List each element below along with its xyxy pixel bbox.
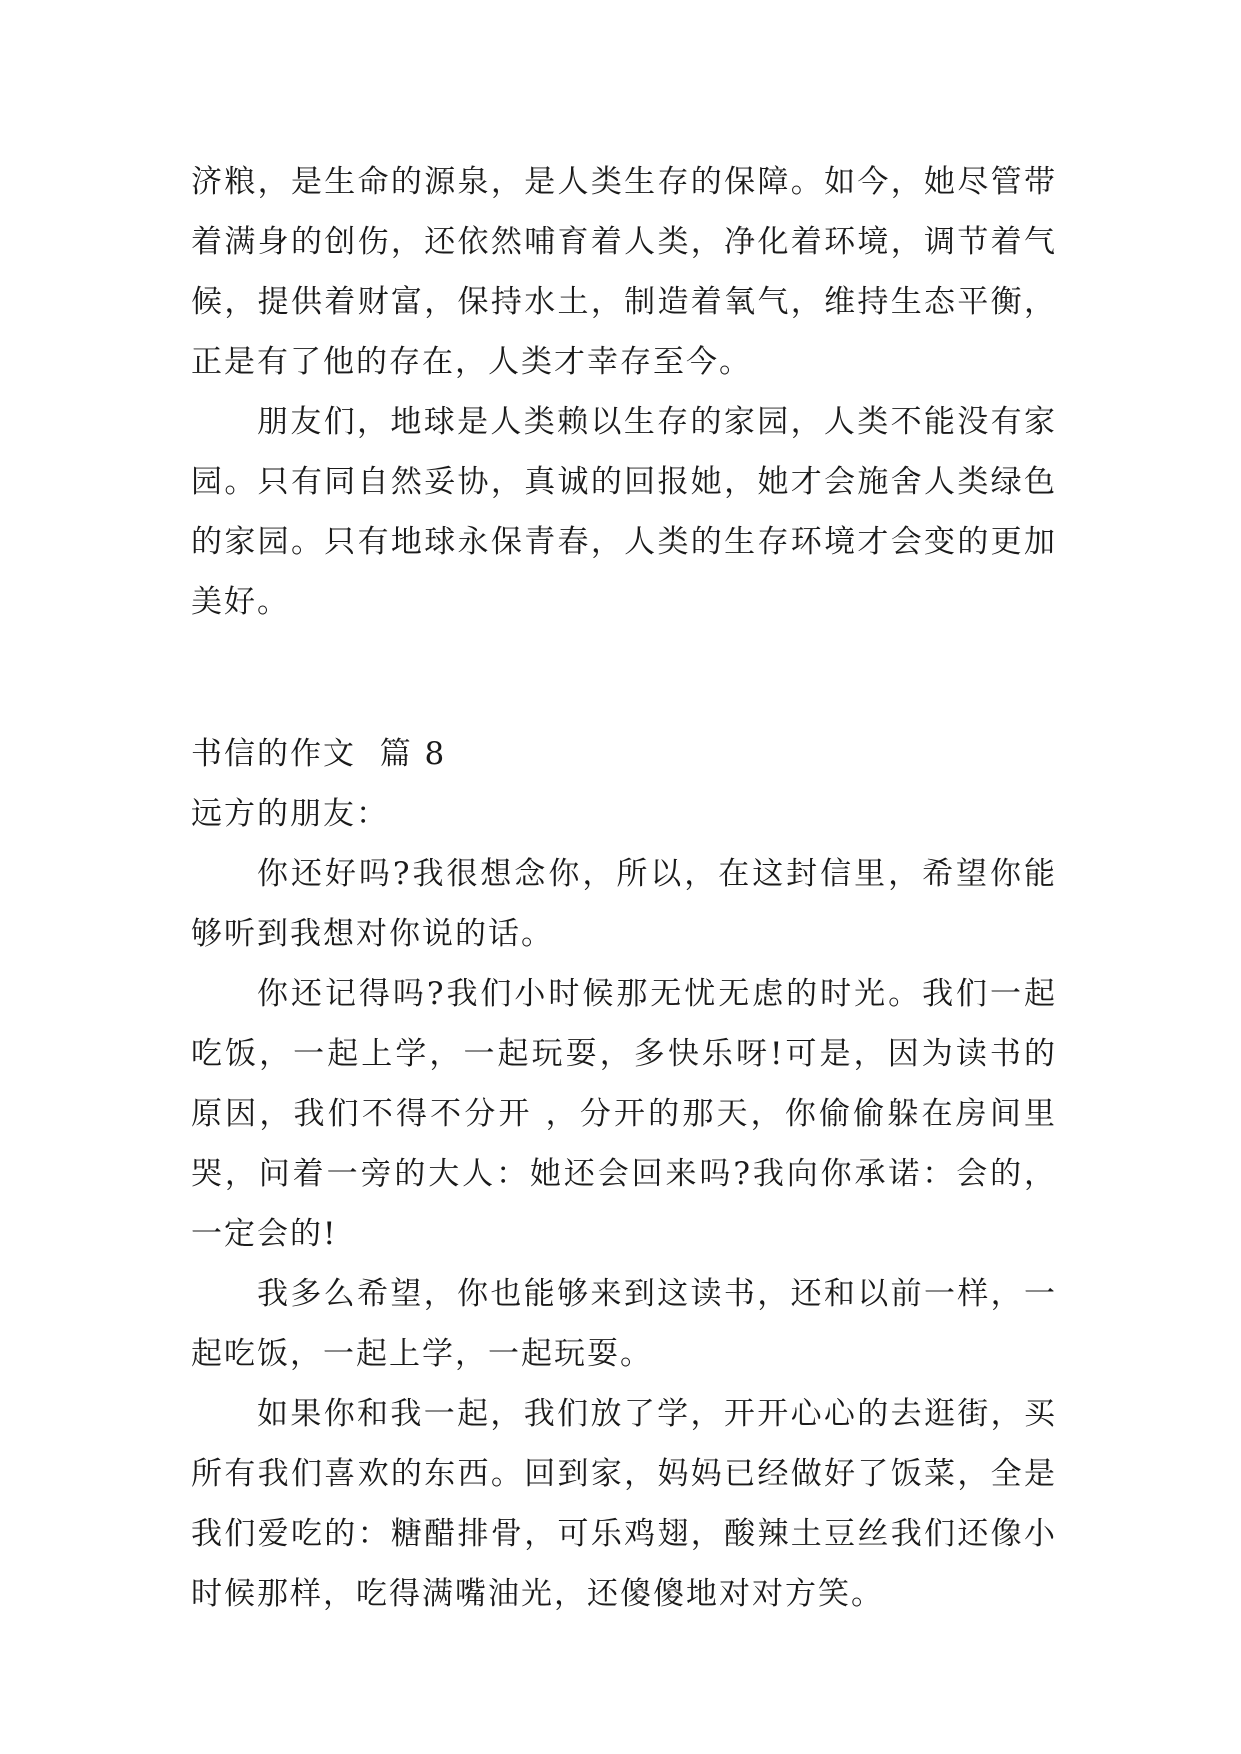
paragraph: 朋友们，地球是人类赖以生存的家园，人类不能没有家园。只有同自然妥协，真诚的回报她，她才会施舍人类绿色的家园。只有地球永保青春，人类的生存环境才会变的更加美好。 <box>191 404 1057 620</box>
letter-paragraph: 你还好吗?我很想念你，所以，在这封信里，希望你能够听到我想对你说的话。 <box>191 856 1057 952</box>
letter-paragraph: 你还记得吗?我们小时候那无忧无虑的时光。我们一起吃饭，一起上学，一起玩耍，多快乐呀!可是，因为读书的原因，我们不得不分开 ，分开的那天，你偷偷躲在房间里哭，问着一旁的大人：她还会回来吗?我向你承诺：会的，一定会的! <box>191 976 1057 1252</box>
section-title: 书信的作文 篇 8 <box>191 736 447 772</box>
letter-paragraph: 我多么希望，你也能够来到这读书，还和以前一样，一起吃饭，一起上学，一起玩耍。 <box>191 1276 1057 1372</box>
section-spacer <box>191 632 1057 724</box>
letter-paragraph: 如果你和我一起，我们放了学，开开心心的去逛街，买所有我们喜欢的东西。回到家，妈妈已经做好了饭菜，全是我们爱吃的：糖醋排骨，可乐鸡翅，酸辣土豆丝我们还像小时候那样，吃得满嘴油光，还傻傻地对对方笑。 <box>191 1396 1057 1612</box>
document-body <box>191 152 1057 1624</box>
paragraph: 济粮，是生命的源泉，是人类生存的保障。如今，她尽管带着满身的创伤，还依然哺育着人类，净化着环境，调节着气候，提供着财富，保持水土，制造着氧气，维持生态平衡，正是有了他的存在，人类才幸存至今。 <box>191 164 1057 380</box>
letter-salutation: 远方的朋友： <box>191 796 389 832</box>
